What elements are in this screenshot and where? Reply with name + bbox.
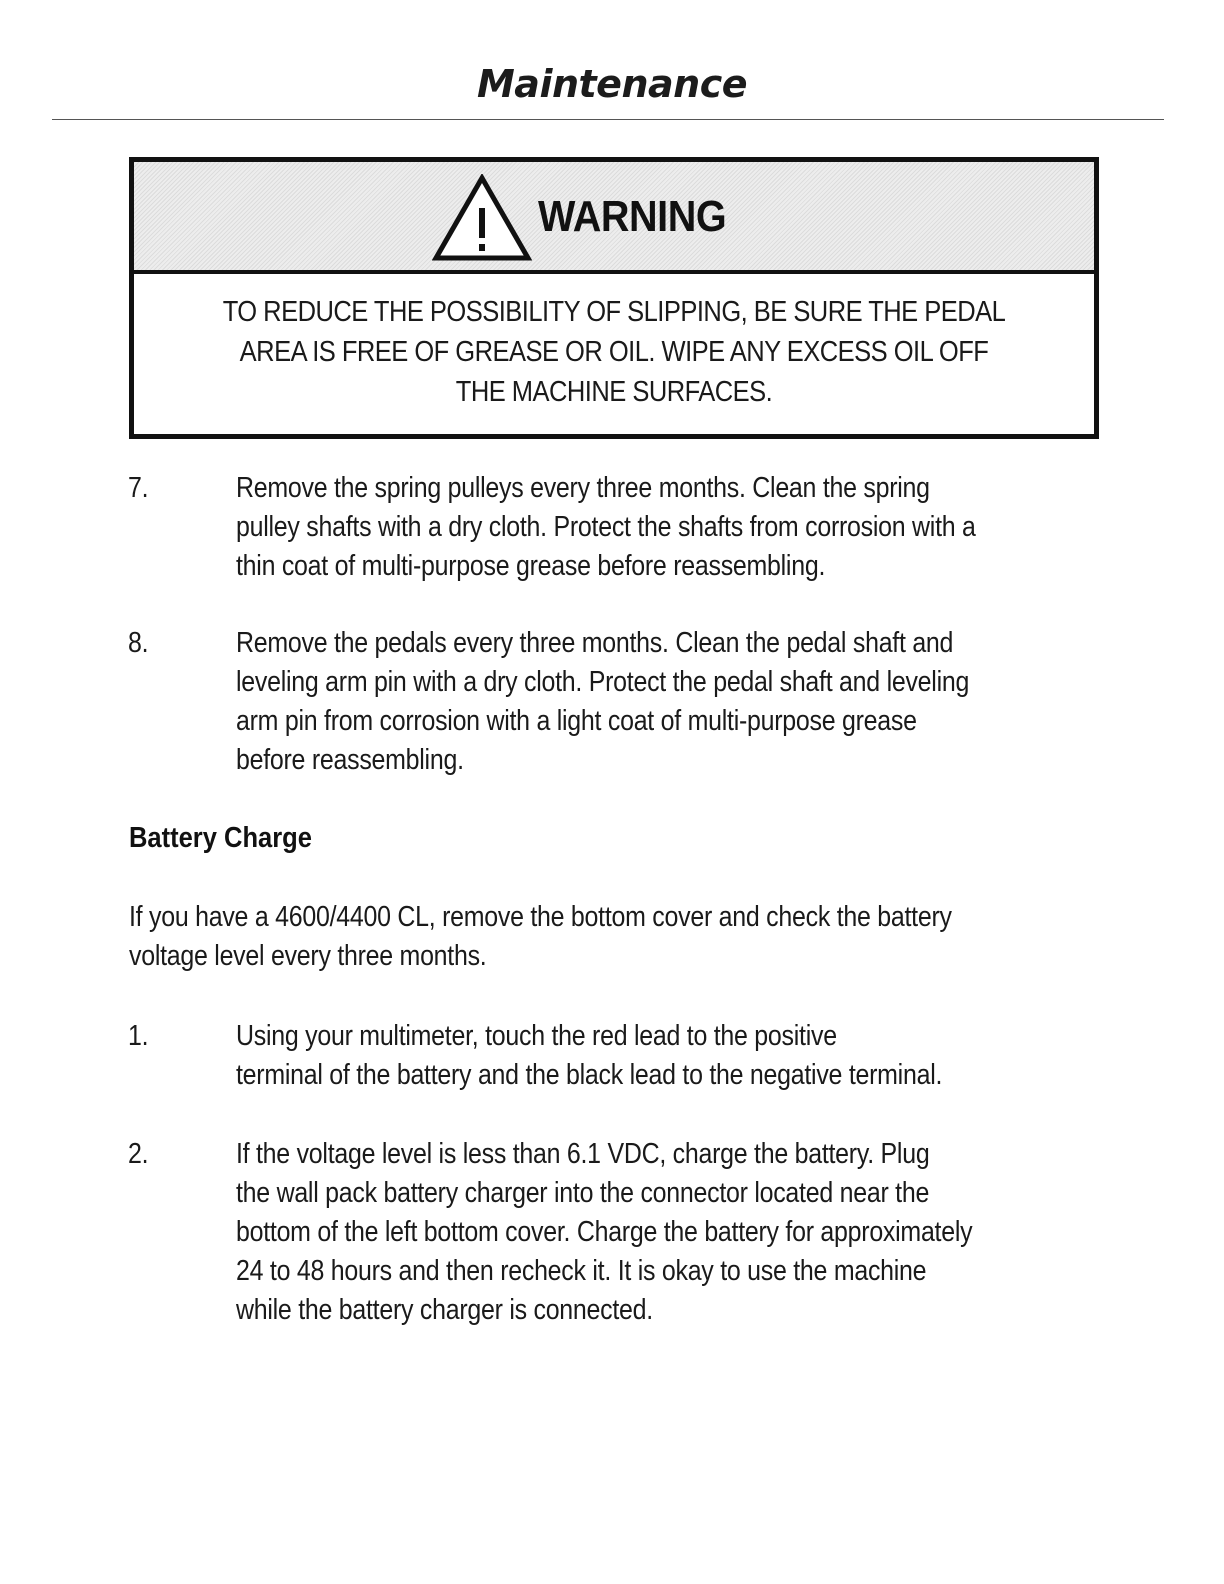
warning-line: TO REDUCE THE POSSIBILITY OF SLIPPING, BE SURE THE PEDAL [222,296,1006,328]
warning-heading: WARNING [538,192,727,241]
step-line: If the voltage level is less than 6.1 VDC, charge the battery. Plug [236,1138,930,1170]
step-line: thin coat of multi-purpose grease before reassembling. [236,550,826,582]
step-line: Using your multimeter, touch the red lead to the positive [236,1020,837,1052]
step-line: pulley shafts with a dry cloth. Protect the shafts from corrosion with a [236,511,976,543]
step-number: 7. [128,472,149,504]
step-line: terminal of the battery and the black lead to the negative terminal. [236,1059,943,1091]
warning-message [134,292,1094,412]
warning-triangle-icon [432,174,532,262]
battery-intro [129,898,1109,976]
step-text [236,624,1096,780]
page-title: Maintenance [476,62,748,106]
step-line: bottom of the left bottom cover. Charge the battery for approximately [236,1216,973,1248]
step-line: before reassembling. [236,744,464,776]
warning-line: AREA IS FREE OF GREASE OR OIL. WIPE ANY EXCESS OIL OFF [239,336,989,368]
step-line: Remove the pedals every three months. Clean the pedal shaft and [236,627,954,659]
step-text [236,1017,1096,1095]
warning-line: THE MACHINE SURFACES. [455,376,773,408]
step-text [236,469,1096,586]
step-line: the wall pack battery charger into the connector located near the [236,1177,930,1209]
intro-line: voltage level every three months. [129,940,487,972]
step-line: while the battery charger is connected. [236,1294,653,1326]
battery-charge-heading: Battery Charge [129,822,312,854]
warning-box [129,157,1099,439]
step-line: 24 to 48 hours and then recheck it. It is okay to use the machine [236,1255,927,1287]
step-line: arm pin from corrosion with a light coat of multi-purpose grease [236,705,917,737]
warning-header [134,162,1094,274]
step-number: 8. [128,627,149,659]
step-line: leveling arm pin with a dry cloth. Protect the pedal shaft and leveling [236,666,970,698]
step-line: Remove the spring pulleys every three months. Clean the spring [236,472,930,504]
title-divider [52,119,1164,120]
intro-line: If you have a 4600/4400 CL, remove the bottom cover and check the battery [129,901,952,933]
step-text [236,1135,1096,1330]
step-number: 2. [128,1138,149,1170]
step-number: 1. [128,1020,149,1052]
